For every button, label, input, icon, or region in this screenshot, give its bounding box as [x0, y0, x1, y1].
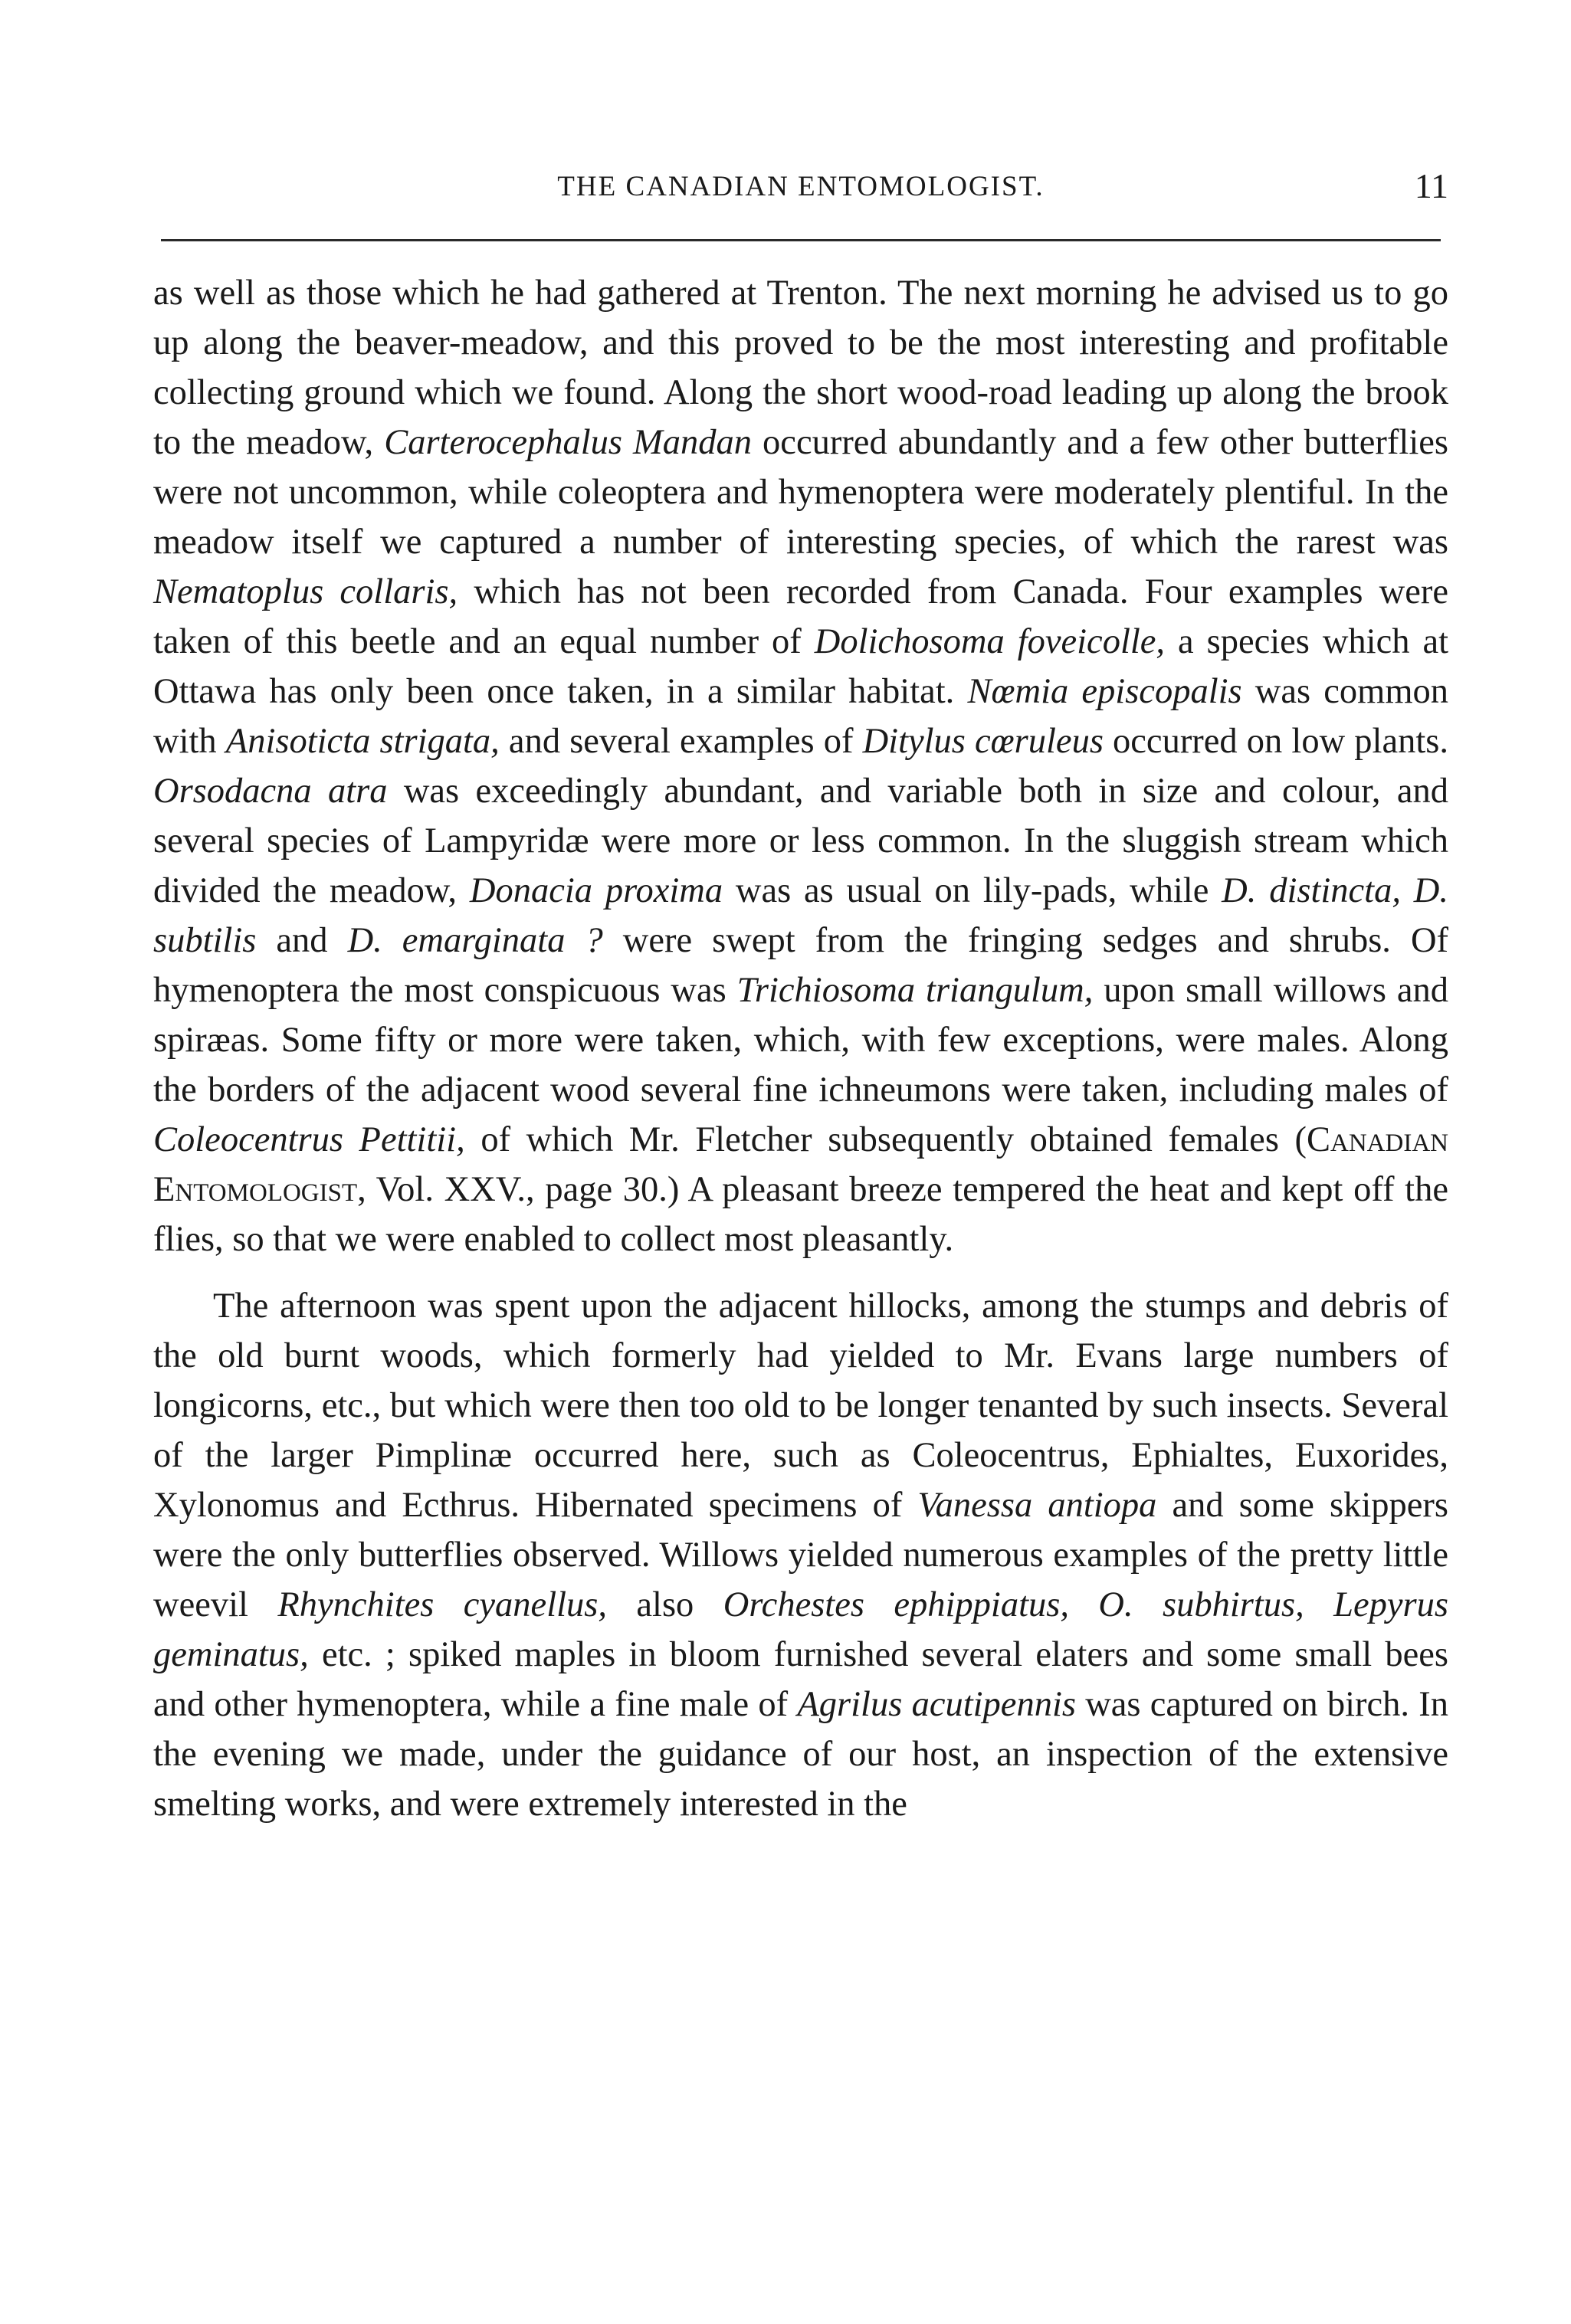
species-name: Nœmia episcopalis [967, 672, 1242, 711]
species-name: D. emarginata ? [347, 921, 603, 960]
species-name: Nematoplus collaris, [153, 572, 458, 611]
text-run: occurred on low plants. [1103, 722, 1448, 761]
text-run: and some skippers were the only butterflies observed. Willows yielded numerous examples of the pretty little weevil [153, 1486, 1449, 1624]
species-name: Anisoticta strigata, [225, 722, 500, 761]
text-run: which has not been recorded from Canada. Four examples were taken of this beetle and an equal number of [153, 572, 1448, 661]
page-number: 11 [1414, 166, 1448, 205]
text-run: was as usual on lily-pads, while [723, 871, 1222, 910]
species-name: Carterocephalus Mandan [384, 423, 753, 462]
text-run: and [256, 921, 348, 960]
text-run: was captured on birch. In the evening we made, under the guidance of our host, an inspection of the extensive smelting works, and were extremely interested in the [153, 1685, 1449, 1824]
species-name: Ditylus cœruleus [862, 722, 1104, 761]
text-run: upon small willows and spiræas. Some fifty or more were taken, which, with few exceptions, were males. Along the borders of the adjacent wood several fine ichneumons were taken, including males of [153, 971, 1449, 1110]
text-run: , Vol. XXV., page 30.) A pleasant breeze tempered the heat and kept off the flies, so that we were enabled to collect most pleasantly. [153, 1170, 1448, 1259]
species-name: Coleocentrus Pettitii, [153, 1120, 465, 1159]
species-name: Donacia proxima [469, 871, 723, 910]
species-name: Vanessa antiopa [917, 1486, 1157, 1525]
species-name: Orchestes ephippiatus, O. subhirtus, Lepyrus geminatus, [153, 1585, 1449, 1674]
species-name: Rhynchites cyanellus, [277, 1585, 607, 1624]
text-run: occurred abundantly and a few other butterflies were not uncommon, while coleoptera and hymenoptera were moderately plentiful. In the meadow itself we captured a number of interesting species, of which the rarest was [153, 423, 1448, 562]
text-run: a species which at Ottawa has only been once taken, in a similar habitat. [153, 622, 1449, 711]
text-run: was exceedingly abundant, and variable both in size and colour, and several species of Lampyridæ were more or less common. In the sluggish stream which divided the meadow, [153, 772, 1448, 910]
species-name: D. distincta, D. subtilis [153, 871, 1448, 960]
species-name: Trichiosoma triangulum, [736, 971, 1094, 1010]
text-run: was common with [153, 672, 1448, 761]
species-name: Agrilus acutipennis [797, 1685, 1076, 1724]
paragraph-1 [153, 268, 1448, 1264]
header-rule [161, 239, 1441, 241]
text-run: also [607, 1585, 723, 1624]
running-title: THE CANADIAN ENTOMOLOGIST. [557, 171, 1045, 202]
article-body [153, 268, 1448, 1829]
text-run: were swept from the fringing sedges and shrubs. Of hymenoptera the most conspicuous was [153, 921, 1449, 1010]
species-name: Dolichosoma foveicolle, [814, 622, 1166, 661]
text-run: and several examples of [499, 722, 863, 761]
text-run: of which Mr. Fletcher subsequently obtained females ( [464, 1120, 1307, 1159]
paragraph-2 [153, 1281, 1448, 1829]
running-header [153, 166, 1448, 216]
species-name: Orsodacna atra [153, 772, 388, 811]
journal-name: Canadian Entomologist [153, 1120, 1448, 1209]
text-run: as well as those which he had gathered at Trenton. The next morning he advised us to go up along the beaver-meadow, and this proved to be the most interesting and profitable collecting ground which we found. Along the short wood-road leading up along the brook to the meadow, [153, 274, 1448, 462]
text-run: etc. ; spiked maples in bloom furnished several elaters and some small bees and other hymenoptera, while a fine male of [153, 1635, 1448, 1724]
text-run: The afternoon was spent upon the adjacent hillocks, among the stumps and debris of the old burnt woods, which formerly had yielded to Mr. Evans large numbers of longicorns, etc., but which were then too old to be longer tenanted by such insects. Several of the larger Pimplinæ occurred here, such as Coleocentrus, Ephialtes, Euxorides, Xylonomus and Ecthrus. Hibernated specimens of [153, 1287, 1448, 1525]
